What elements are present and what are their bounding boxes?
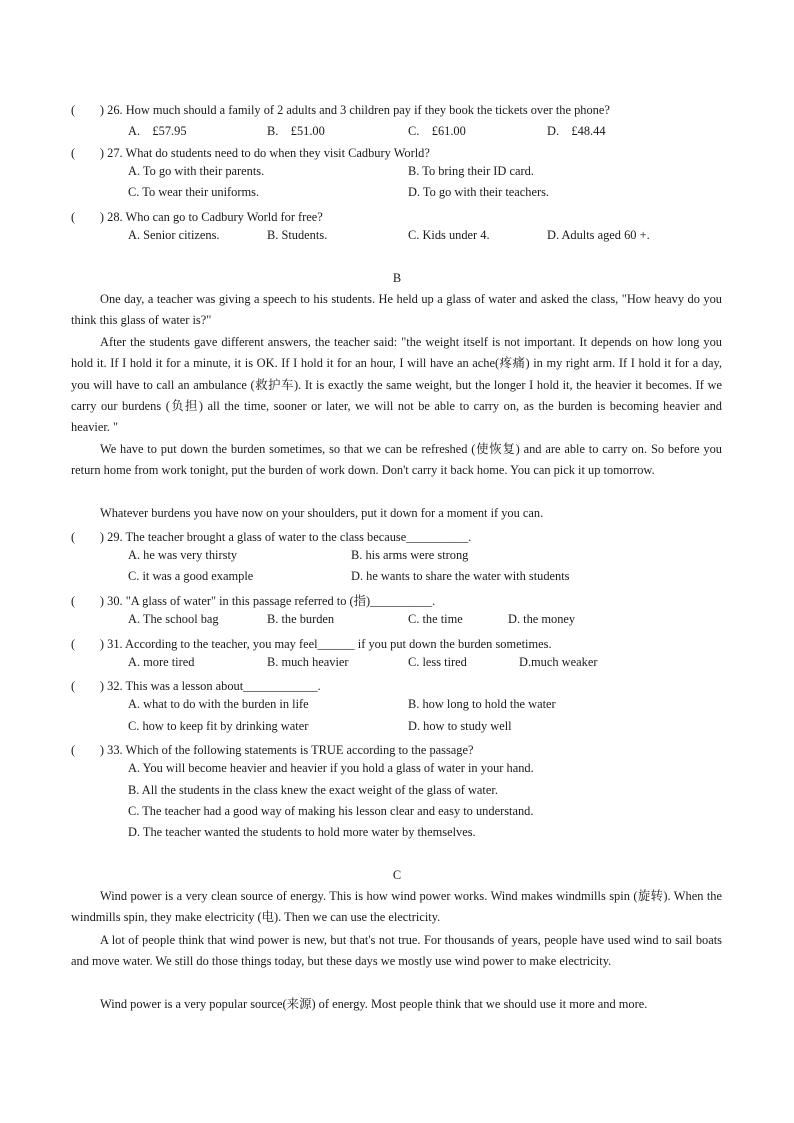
- passage-b-paragraph-3: We have to put down the burden sometimes, so that we can be refreshed (使恢复) and are able to carry on. So before you return home from work tonight, put the burden of work down. Don't carry it back home. You can pick it up tomorrow.: [71, 442, 722, 478]
- question-26-options: [128, 121, 748, 139]
- section-c-title: C: [392, 868, 402, 882]
- option-d[interactable]: D. To go with their teachers.: [408, 185, 550, 199]
- question-28: ( ) 28. Who can go to Cadbury World for free?: [71, 210, 323, 224]
- option-c[interactable]: C. how to keep fit by drinking water: [128, 719, 309, 733]
- passage-b-paragraph-2: After the students gave different answers, the teacher said: "the weight itself is not important. It depends on how long you hold it. If I hold it for a minute, it is OK. If I hold it for an hour, I will have an ache(疼痛) in my right arm. If I hold it for a day, you will have to call an ambulance (救护车). It is exactly the same weight, but the longer I hold it, the heavier it becomes. If we carry our burdens (负担) all the time, sooner or later, we will not be able to carry on, as the burden is becoming heavier and heavier. ": [71, 335, 722, 435]
- option-d[interactable]: D. £48.44: [547, 124, 606, 138]
- question-33-option-a-row: [128, 761, 748, 779]
- option-b[interactable]: B. how long to hold the water: [408, 697, 556, 711]
- passage-c-paragraph-1: Wind power is a very clean source of energy. This is how wind power works. Wind makes windmills spin (旋转). When the windmills spin, they make electricity (电). Then we can use the electricity.: [71, 889, 722, 925]
- passage-b-paragraph-1: One day, a teacher was giving a speech to his students. He held up a glass of water and asked the class, "How heavy do you think this glass of water is?": [71, 292, 722, 328]
- option-c[interactable]: C. less tired: [408, 655, 467, 669]
- option-a[interactable]: A. You will become heavier and heavier if you hold a glass of water in your hand.: [128, 761, 534, 775]
- question-28-options: [128, 228, 748, 246]
- section-b-title: B: [392, 271, 402, 285]
- question-30: ( ) 30. "A glass of water" in this passage referred to (指)__________.: [71, 594, 436, 608]
- option-d[interactable]: D. The teacher wanted the students to hold more water by themselves.: [128, 825, 476, 839]
- option-b[interactable]: B. the burden: [267, 612, 335, 626]
- question-27: ( ) 27. What do students need to do when they visit Cadbury World?: [71, 146, 430, 160]
- question-29-options-row2: [128, 569, 748, 587]
- passage-c-paragraph-2: A lot of people think that wind power is new, but that's not true. For thousands of years, people have used wind to sail boats and move water. We still do those things today, but these days we mostly use wind power to make electricity.: [71, 933, 722, 969]
- question-32-options-row1: [128, 697, 748, 715]
- question-31: ( ) 31. According to the teacher, you may feel______ if you put down the burden sometimes.: [71, 637, 552, 651]
- question-31-options: [128, 655, 748, 673]
- question-27-options-row2: [128, 185, 748, 203]
- option-c[interactable]: C. the time: [408, 612, 463, 626]
- option-d[interactable]: D.much weaker: [519, 655, 598, 669]
- question-32-options-row2: [128, 719, 748, 737]
- option-c[interactable]: C. Kids under 4.: [408, 228, 490, 242]
- option-a[interactable]: A. To go with their parents.: [128, 164, 265, 178]
- option-b[interactable]: B. £51.00: [267, 124, 325, 138]
- option-b[interactable]: B. Students.: [267, 228, 328, 242]
- option-b[interactable]: B. To bring their ID card.: [408, 164, 534, 178]
- option-d[interactable]: D. Adults aged 60 +.: [547, 228, 650, 242]
- option-c[interactable]: C. To wear their uniforms.: [128, 185, 260, 199]
- option-b[interactable]: B. All the students in the class knew the exact weight of the glass of water.: [128, 783, 498, 797]
- question-33-option-b-row: [128, 783, 748, 801]
- passage-b-paragraph-4: Whatever burdens you have now on your shoulders, put it down for a moment if you can.: [100, 506, 544, 520]
- passage-c-paragraph-3: Wind power is a very popular source(来源) of energy. Most people think that we should use it more and more.: [100, 997, 648, 1011]
- option-a[interactable]: A. £57.95: [128, 124, 187, 138]
- option-d[interactable]: D. he wants to share the water with students: [351, 569, 570, 583]
- option-c[interactable]: C. The teacher had a good way of making his lesson clear and easy to understand.: [128, 804, 534, 818]
- option-a[interactable]: A. what to do with the burden in life: [128, 697, 309, 711]
- option-d[interactable]: D. the money: [508, 612, 576, 626]
- question-26: ( ) 26. How much should a family of 2 adults and 3 children pay if they book the tickets over the phone?: [71, 103, 610, 117]
- option-a[interactable]: A. The school bag: [128, 612, 219, 626]
- question-32: ( ) 32. This was a lesson about____________.: [71, 679, 321, 693]
- question-29-options-row1: [128, 548, 748, 566]
- option-b[interactable]: B. his arms were strong: [351, 548, 469, 562]
- question-29: ( ) 29. The teacher brought a glass of water to the class because__________.: [71, 530, 472, 544]
- option-b[interactable]: B. much heavier: [267, 655, 349, 669]
- option-a[interactable]: A. he was very thirsty: [128, 548, 238, 562]
- option-c[interactable]: C. £61.00: [408, 124, 466, 138]
- option-c[interactable]: C. it was a good example: [128, 569, 254, 583]
- question-27-options-row1: [128, 164, 748, 182]
- option-a[interactable]: A. more tired: [128, 655, 195, 669]
- question-33-option-d-row: [128, 825, 748, 843]
- option-a[interactable]: A. Senior citizens.: [128, 228, 220, 242]
- question-30-options: [128, 612, 748, 630]
- question-33: ( ) 33. Which of the following statements is TRUE according to the passage?: [71, 743, 474, 757]
- question-33-option-c-row: [128, 804, 748, 822]
- option-d[interactable]: D. how to study well: [408, 719, 512, 733]
